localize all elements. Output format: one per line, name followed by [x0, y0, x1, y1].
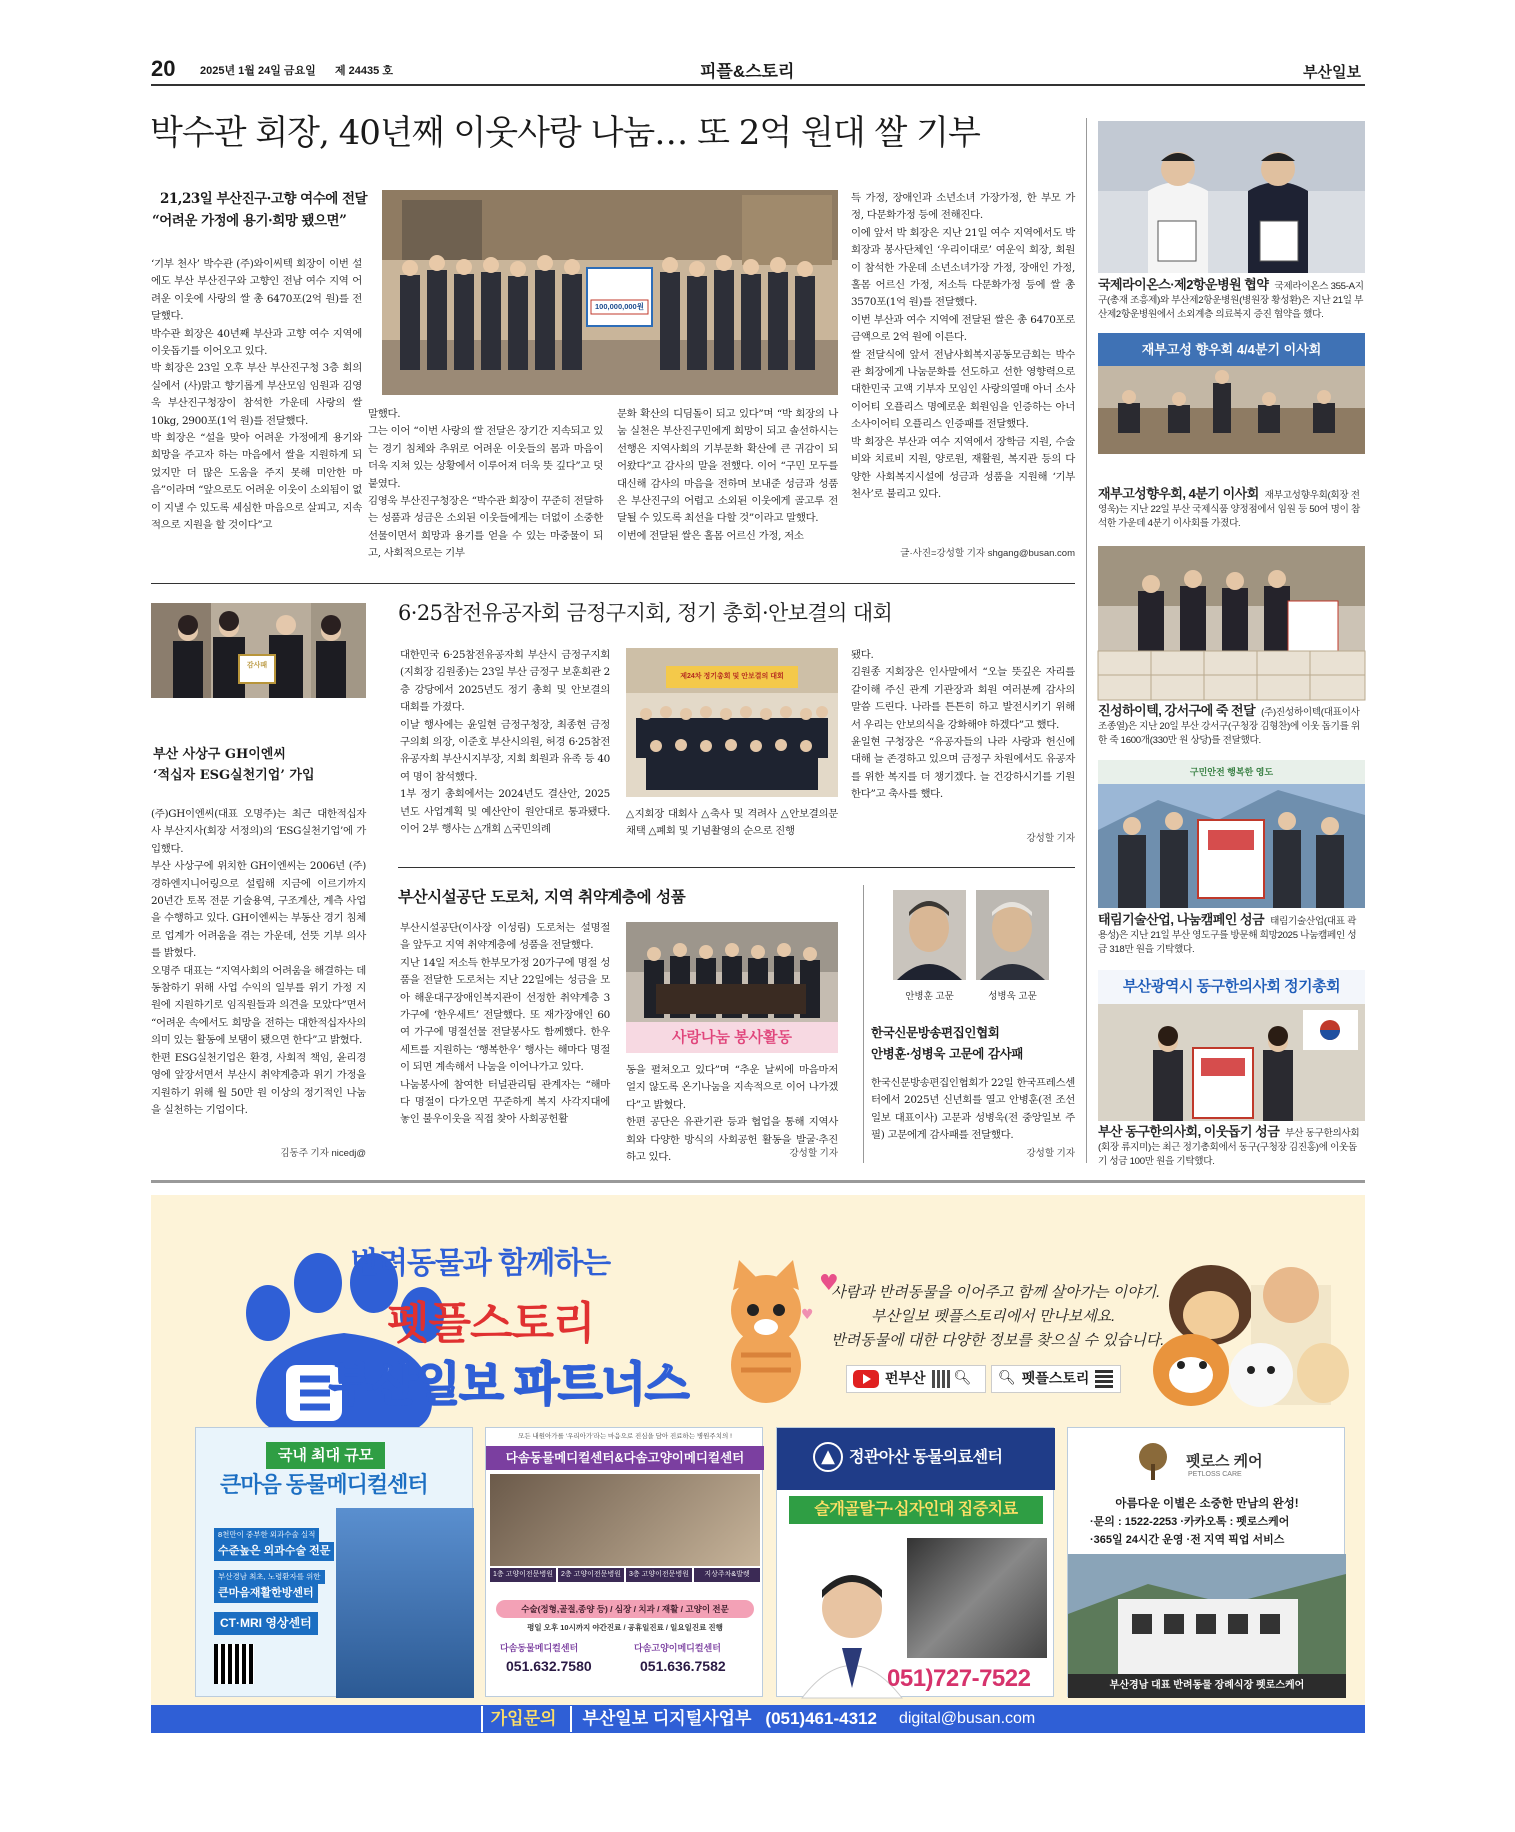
- facility-headline: 부산시설공단 도로처, 지역 취약계층에 성품: [398, 887, 686, 906]
- veterans-col-3: 됐다. 김원종 지회장은 인사말에서 “오늘 뜻깊은 자리를 갈이해 주신 관계 기관장과 회원 여러분께 감사의 말씀 드린다. 나라를 튼튼히 하고 발전시키기 위해서 우리는 안보의식을 강화해야 하겠다”고 했다. 윤일현 구청장은 “유공자들의 나라 사랑과 헌신에 대해 늘 존경하고 있으며 금정구 차원에서도 유공자를 위한 복지를 더 챙기겠다. 늘 건강하시기를 기원한다”고 축사를 했다.: [851, 649, 1075, 801]
- gh-byline: 김동주 기자 nicedj@: [280, 1148, 366, 1159]
- sidebar-photo-3: [1098, 546, 1365, 700]
- veterans-banner: 제24차 정기총회 및 안보결의 대회: [680, 673, 784, 680]
- card1-qr-icon: [214, 1644, 254, 1684]
- sidebar-title-2: 재부고성향우회, 4분기 이사회: [1098, 486, 1259, 501]
- main-col-3: 문화 확산의 디딤돌이 되고 있다”며 “박 회장의 나눔 실천은 부산진구민에게 희망이 되고 솔선하시는 선행은 지역사회의 기부문화 확산에 큰 귀감이 되어왔다”고 감사의 말을 전했다. 이어 “구민 모두를 대신해 감사의 마음을 전하며 보내준 성금과 성품은 부산진구의 어렵고 소외된 이웃에게 골고루 전달될 수 있도록 최선을 다할 것”이라고 말했다. 이번에 전달된 쌀은 홀몸 어르신 가정, 저소: [617, 408, 838, 542]
- qr-icon: [932, 1370, 950, 1388]
- card2-services: 수술(정형,골절,종양 등) / 심장 / 치과 / 재활 / 고양이 전문: [496, 1600, 754, 1618]
- sidebar-title-3: 진성하이텍, 강서구에 죽 전달: [1098, 703, 1256, 718]
- card1-item-3: 부산경남 최초, 노령환자를 위한: [214, 1570, 325, 1584]
- card4-sub: PETLOSS CARE: [1188, 1471, 1242, 1478]
- card1-item-4: 큰마음재활한방센터: [214, 1584, 318, 1603]
- card4-line-2: ·문의 : 1522-2253 ·카카오톡 : 펫로스케어: [1090, 1516, 1290, 1528]
- youtube-link[interactable]: [846, 1365, 986, 1393]
- advisor-photo-1: [893, 890, 966, 980]
- sidebar-banner-2: 재부고성 향우회 4/4분기 이사회: [1141, 342, 1322, 357]
- tree-logo-icon: [1128, 1442, 1178, 1482]
- sidebar-photo-4: [1098, 760, 1365, 908]
- card4-name: 펫로스 케어: [1186, 1453, 1263, 1470]
- ad-desc-3: 반려동물에 대한 다양한 정보를 찾으실 수 있습니다.: [831, 1332, 1165, 1349]
- card2-floor: 2층 고양이전문병원: [558, 1568, 624, 1582]
- sidebar-caption-2: [1098, 487, 1365, 533]
- card3-name: 정관아산 동물의료센터: [849, 1449, 1003, 1466]
- facility-col-1: 부산시설공단(이사장 이성림) 도로처는 설명절을 앞두고 지역 취약계층에 성품을 전달했다. 지난 14일 저소득 한부모가정 20가구에 명절 성품을 전달한 도로처는 지난 22일에는 성금을 모아 해운대구장애인복지관이 선정한 취약계층 3가구에 ‘한우세트’ 전달했다. 또 재가장애인 60여 가구에 명절선물 전달봉사도 함께했다. 한우세트를 지원하는 ‘행복한우’ 행사는 해마다 명절이 되면 계속해서 나눔을 이어나가고 있다. 나눔봉사에 참여한 터널관리팀 관계자는 “해마다 명절이 다가오면 꾸준하게 복지 사각지대에 놓인 불우이웃을 직접 찾아 사회공헌활: [400, 922, 610, 1126]
- youtube-label: 펀부산: [885, 1370, 926, 1387]
- main-subhead-1: 21,23일 부산진구·고향 여수에 전달: [160, 191, 368, 207]
- sidebar-body-1: 국제라이온스 355-A지구(총재 조흥제)와 부산제2항운병원(병원장 황성환)은 지난 21일 부산제2항운병원에서 소외계층 의료복지 증진 협약을 했다.: [1098, 281, 1364, 320]
- ad-card-2[interactable]: [485, 1427, 763, 1697]
- card1-name: 큰마음 동물메디컬센터: [220, 1472, 428, 1497]
- sidebar-photo-5: [1098, 970, 1365, 1121]
- sidebar-body-3: (주)진성하이텍(대표이사 조종열)은 지난 20일 부산 강서구(구청장 김형찬)에 이웃 돕기를 위한 죽 1600개(330만 원 상당)를 전달했다.: [1098, 707, 1360, 746]
- facility-banner: 사랑나눔 봉사활동: [671, 1029, 793, 1046]
- sidebar-body-4: 태림기술산업(대표 곽용성)은 지난 21일 부산 영도구를 방문해 희망2025 나눔캠페인 성금 318만 원을 기탁했다.: [1098, 916, 1357, 955]
- veterans-photo: [626, 648, 838, 797]
- sidebar-body-2: 재부고성향우회(회장 전영욱)는 지난 22일 부산 국제식품 양정점에서 임원 등 50여 명이 참석한 가운데 4분기 이사회를 가졌다.: [1098, 490, 1360, 529]
- page-number: 20: [151, 56, 176, 81]
- cat-illustration: [711, 1255, 821, 1405]
- advisors-title-2: 안병훈·성병욱 고문에 감사패: [871, 1046, 1023, 1061]
- ad-line-2: 펫플스토리: [387, 1299, 595, 1348]
- check-amount: 100,000,000원: [595, 302, 644, 311]
- footer-phone[interactable]: (051)461-4312: [765, 1708, 877, 1728]
- card3-xray: [907, 1538, 1047, 1658]
- card4-building: [1068, 1554, 1346, 1674]
- veterans-headline: 6·25참전유공자회 금정구지회, 정기 총회·안보결의 대회: [398, 601, 893, 625]
- main-col-2: 말했다. 그는 이어 “이번 사랑의 쌀 전달은 장기간 지속되고 있는 경기 침체와 추위로 어려운 이웃들의 몸과 마음이 더욱 지쳐 있는 상황에서 이루어져 더욱 뜻 깊다”고 덧붙였다. 김영욱 부산진구청장은 “박수관 회장이 꾸준히 전달하는 성품과 성금은 소외된 이웃들에게는 더없이 소중한 선물이면서 희망과 용기를 얻을 수 있는 마중물이 되고, 사회적으로는 기부: [368, 408, 603, 560]
- card2-floors: [490, 1568, 760, 1582]
- card2-phone-1[interactable]: 051.632.7580: [506, 1658, 592, 1674]
- sidebar-caption-1: [1098, 278, 1365, 324]
- card1-item-2: 수준높은 외과수술 전문: [214, 1542, 334, 1561]
- ad-card-3[interactable]: [776, 1427, 1054, 1697]
- footer-email[interactable]: digital@busan.com: [898, 1709, 1036, 1727]
- footer-org: 부산일보 디지털사업부: [570, 1706, 751, 1732]
- card4-bottom: 부산경남 대표 반려동물 장례식장 펫로스케어: [1068, 1674, 1346, 1698]
- veterans-rule: [398, 867, 1075, 868]
- sidebar-divider: [1086, 118, 1087, 1163]
- card3-spec: 슬개골탈구·십자인대 집중치료: [789, 1496, 1043, 1524]
- card2-place-2: 다솜고양이메디컬센터: [634, 1643, 721, 1653]
- sidebar-title-1: 국제라이온스·제2항운병원 협약: [1098, 277, 1269, 292]
- gh-body: (주)GH이엔씨(대표 오명주)는 최근 대한적십자사 부산지사(회장 서정의)의 ‘ESG실천기업’에 가입했다. 부산 사상구에 위치한 GH이엔씨는 2006년 (주)경하엔지니어링으로 설립해 지금에 이르기까지 20년간 토목 전문 기술용역, 구조계산, 계측 사업을 수행하고 있다. GH이엔씨는 부동산 경기 침체로 업계가 어려움을 겪는 가운데, 선뜻 기부 의사를 밝혔다. 오명주 대표는 “지역사회의 어려움을 해결하는 데 동참하기 위해 사업 수익의 일부를 위기 가정 지원에 지원하기로 임직원들과 의견을 모았다”면서 “어려운 속에서도 희망을 전하는 대한적십자사의 의미 있는 활동에 보탬이 됐으면 한다”고 밝혔다. 한편 ESG실천기업은 환경, 사회적 책임, 윤리경영에 앞장서면서 부산시 취약계층과 위기 가정을 지원하기 위해 월 50만 원 이상의 정기적인 나눔을 실천하는 기업이다.: [151, 808, 366, 1116]
- youtube-icon: [853, 1370, 879, 1388]
- main-byline: 글·사진=강성할 기자 shgang@busan.com: [900, 548, 1075, 559]
- ad-block: [151, 1195, 1365, 1733]
- masthead-rule: [151, 84, 1365, 86]
- sidebar-banner-5: 부산광역시 동구한의사회 정기총회: [1122, 978, 1341, 995]
- paper-name: 부산일보: [1303, 64, 1361, 81]
- sidebar-photo-2: [1098, 333, 1365, 454]
- card2-place-1: 다솜동물메디컬센터: [500, 1643, 579, 1653]
- card1-tag: 국내 최대 규모: [266, 1442, 385, 1469]
- search-box[interactable]: [991, 1365, 1121, 1393]
- issue-number: 제 24435 호: [335, 65, 393, 77]
- search-icon: 🔍︎: [953, 1370, 972, 1387]
- card2-hours: 평일 오후 10시까지 야간진료 / 공휴일진료 / 일요일진료 진행: [527, 1623, 723, 1632]
- ad-footer: [151, 1705, 1365, 1733]
- ad-card-1[interactable]: [195, 1427, 473, 1697]
- gh-title-1: 부산 사상구 GH이엔씨: [153, 747, 286, 762]
- advisors-body: 한국신문방송편집인협회가 22일 한국프레스센터에서 2025년 신년회를 열고 안병훈(전 조선일보 대표이사) 고문과 성병욱(전 중앙일보 주필) 고문에게 감사패를 전달했다.: [871, 1077, 1075, 1142]
- ad-desc-2: 부산일보 펫플스토리에서 만나보세요.: [871, 1308, 1116, 1325]
- plaque-text: 감사패: [246, 662, 268, 669]
- main-photo: [382, 190, 838, 395]
- search-icon: 🔍︎: [998, 1370, 1016, 1387]
- advisors-byline: 강성할 기자: [1026, 1148, 1075, 1159]
- sidebar-body-5: 부산 동구한의사회(회장 류지미)는 최근 정기총회에서 동구(구청장 김진홍)에 이웃돕기 성금 100만 원을 기탁했다.: [1098, 1128, 1360, 1167]
- ad-line-1: 반려동물과 함께하는: [351, 1247, 611, 1280]
- card1-item-5: CT·MRI 영상센터: [214, 1612, 318, 1635]
- advisors-title-1: 한국신문방송편집인협회: [871, 1025, 1000, 1040]
- facility-byline: 강성할 기자: [789, 1148, 838, 1159]
- section-name: 피플&스토리: [700, 62, 795, 81]
- card2-floor: 지상주차&발렛: [694, 1568, 760, 1582]
- advisors-divider: [863, 885, 864, 1163]
- advisor-caption-1: 안병훈 고문: [905, 991, 954, 1002]
- sidebar-title-5: 부산 동구한의사회, 이웃돕기 성금: [1098, 1124, 1280, 1139]
- main-headline: 박수관 회장, 40년째 이웃사랑 나눔… 또 2억 원대 쌀 기부: [150, 113, 980, 153]
- sidebar-caption-5: [1098, 1125, 1365, 1171]
- sidebar-photo-1: [1098, 121, 1365, 273]
- sidebar-caption-3: [1098, 704, 1365, 750]
- card2-top: 모든 내원아가를 ‘우리아가’라는 마음으로 진심을 담아 진료하는 병원주치의 !: [518, 1433, 732, 1440]
- card1-building: [336, 1508, 474, 1698]
- heart-icon: ♥: [819, 1271, 839, 1296]
- facility-photo: [626, 922, 838, 1053]
- sidebar-title-4: 태림기술산업, 나눔캠페인 성금: [1098, 912, 1265, 927]
- advisor-photo-2: [976, 890, 1049, 980]
- veterans-col-2: △지회장 대회사 △축사 및 격려사 △안보결의문 채택 △폐회 및 기념촬영의 순으로 진행: [626, 808, 838, 838]
- card2-floor: 1층 고양이전문병원: [490, 1568, 556, 1582]
- card4-line-1: 아름다운 이별은 소중한 만남의 완성!: [1115, 1498, 1299, 1510]
- main-col-1: ‘기부 천사’ 박수관 (주)와이씨텍 회장이 이번 설에도 부산 부산진구와 고향인 전남 여수 지역 어려운 이웃에 사랑의 쌀 총 6470포(2억 원)를 전달했다. 박수관 회장은 40년째 부산과 고향 여수 지역에 이웃돕기를 이어오고 있다. 박 회장은 23일 오후 부산 부산진구청 3층 회의실에서 (사)맑고 향기롭게 부산모임 임원과 김영욱 부산진구청장이 참석한 가운데 사랑의 쌀 10kg, 2900포(1억 원)를 전달했다. 박 회장은 “설을 맞아 어려운 가정에게 용기와 희망을 주고자 하는 마음에서 쌀을 지원하게 되었지만 더 많은 도움을 주지 못해 미안한 마음”이라며 “앞으로도 어려운 이웃이 소외됨이 없이 지낼 수 있도록 세심한 마음으로 살피고, 지속적으로 지원을 할 것이다”고: [151, 258, 362, 532]
- card1-item-1: 8천만이 중부한 외과수술 실적: [214, 1528, 319, 1542]
- gh-photo: [151, 603, 366, 698]
- card2-phone-2[interactable]: 051.636.7582: [640, 1658, 726, 1674]
- card2-name: 다솜동물메디컬센터&다솜고양이메디컬센터: [486, 1446, 764, 1470]
- facility-col-2: 동을 펼쳐오고 있다”며 “추운 날씨에 마음마저 얼지 않도록 온기나눔을 지속적으로 이어 나가겠다”고 밝혔다. 한편 공단은 유관기관 등과 협업을 통해 지역사회와 다양한 방식의 사회공헌 활동을 발굴·추진하고 있다.: [626, 1064, 838, 1164]
- card2-floor: 3층 고양이전문병원: [626, 1568, 692, 1582]
- ad-top-rule: [151, 1180, 1365, 1183]
- sidebar-banner-4: 구민안전 행복한 영도: [1189, 767, 1274, 777]
- main-col-4: 득 가정, 장애인과 소년소녀 가장가정, 한 부모 가정, 다문화가정 등에 전해진다. 이에 앞서 박 회장은 지난 21일 여수 지역에서도 박 회장과 봉사단체인 ‘우리이대로’ 여운익 회장, 회원이 참석한 가운데 소년소녀가장 가정, 장애인 가정, 홀몸 어르신 가정, 저소득 다문화가정 등에 쌀 총 3570포(1억 원)를 전달했다. 이번 부산과 여수 지역에 전달된 쌀은 총 6470포로 금액으로 2억 원에 이른다. 쌀 전달식에 앞서 전남사회복지공동모금회는 박수관 회장에게 나눔문화를 선도하고 선한 영향력으로 대한민국 고액 기부자 모임인 사랑의열매 아너 소사이어티 오플리스 명예로운 회원임을 인증하는 아너 소사이어티 오플리스 인증패를 전달했다. 박 회장은 부산과 여수 지역에서 장학금 지원, 수술비와 치료비 지원, 양로원, 재활원, 복지관 등의 다양한 사회복지시설에 성금과 성품을 지원해 ‘기부 천사’로 불리고 있다.: [851, 192, 1075, 500]
- ad-desc-1: 사람과 반려동물을 이어주고 함께 살아가는 이야기.: [831, 1284, 1161, 1301]
- ad-card-4[interactable]: [1067, 1427, 1345, 1697]
- main-rule: [151, 583, 1075, 584]
- dogs-illustration: [1151, 1255, 1351, 1410]
- card2-photo: [490, 1474, 760, 1566]
- gh-title-2: ‘적십자 ESG실천기업’ 가입: [153, 768, 315, 783]
- advisor-caption-2: 성병욱 고문: [988, 991, 1037, 1002]
- hospital-logo-icon: ▲: [813, 1442, 843, 1472]
- veterans-byline: 강성할 기자: [1026, 833, 1075, 844]
- search-label: 펫플스토리: [1021, 1370, 1090, 1387]
- card3-phone[interactable]: 051)727-7522: [887, 1665, 1031, 1692]
- veterans-col-1: 대한민국 6·25참전유공자회 부산시 금정구지회(지회장 김원종)는 23일 부산 금정구 보훈회관 2층 강당에서 2025년도 정기 총회 및 안보결의 대회를 가졌다. 이날 행사에는 윤일현 금정구청장, 최종현 금정구의회 의장, 이준호 부산시의원, 허경 6·25참전유공자회 부산시지부장, 지회 회원과 유족 등 40여 명이 참석했다. 1부 정기 총회에서는 2024년도 결산안, 2025년도 사업계획 및 예산안이 원안대로 통과됐다. 이어 2부 행사는 △개회 △국민의례: [400, 649, 610, 836]
- heart-icon: ♥: [801, 1307, 814, 1323]
- qr-icon: [1095, 1370, 1113, 1388]
- ad-line-3: 부산일보 파트너스: [329, 1358, 689, 1410]
- main-subhead-2: “어려운 가정에 용기·희망 됐으면”: [152, 213, 347, 229]
- card4-line-3: ·365일 24시간 운영 ·전 지역 픽업 서비스: [1090, 1534, 1285, 1546]
- footer-label: 가입문의: [481, 1706, 557, 1732]
- sidebar-caption-4: [1098, 913, 1365, 959]
- issue-date: 2025년 1월 24일 금요일: [200, 65, 316, 77]
